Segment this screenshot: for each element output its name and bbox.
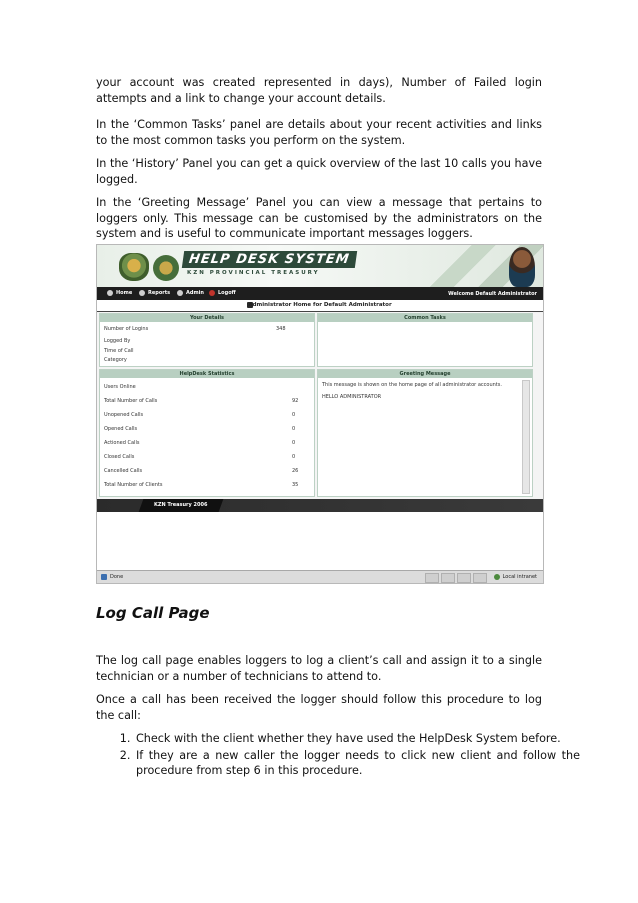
common-tasks-panel	[317, 313, 533, 367]
stat-value: 35	[292, 482, 299, 488]
home-icon	[107, 290, 113, 296]
province-emblem-icon	[153, 255, 179, 281]
status-cells	[425, 573, 487, 583]
nav-reports-label: Reports	[148, 290, 171, 296]
app-footer	[97, 499, 543, 512]
greeting-line: HELLO ADMINISTRATOR	[322, 394, 382, 400]
stat-label: Cancelled Calls	[104, 468, 143, 474]
admin-icon	[177, 290, 183, 296]
greeting-line: This message is shown on the home page of all administrator accounts.	[322, 382, 502, 388]
paragraph-log-call-intro: The log call page enables loggers to log a client’s call and assign it to a single technician or a number of technicians to attend to.	[96, 654, 542, 683]
detail-value: 348	[276, 326, 286, 332]
paragraph-procedure-intro: Once a call has been received the logger should follow this procedure to log the call:	[96, 693, 542, 722]
crest-logo-icon	[119, 253, 149, 281]
section-heading: Log Call Page	[96, 604, 210, 622]
nav-bar	[97, 287, 543, 300]
status-done	[101, 574, 123, 580]
footer-text: KZN Treasury 2006	[154, 502, 208, 508]
your-details-panel	[99, 313, 315, 367]
greeting-message-panel	[317, 369, 533, 497]
stat-label: Closed Calls	[104, 454, 135, 460]
paragraph-account-details: your account was created represented in days), Number of Failed login attempts and a link to change your account details.	[96, 76, 542, 105]
common-tasks-title: Common Tasks	[318, 314, 532, 322]
stat-label: Total Number of Clients	[104, 482, 163, 488]
stat-label: Actioned Calls	[104, 440, 140, 446]
stat-value: 0	[292, 440, 296, 446]
stat-value: 92	[292, 398, 299, 404]
app-logo-subtitle: KZN PROVINCIAL TREASURY	[187, 270, 320, 276]
stat-value: 0	[292, 412, 296, 418]
detail-label: Category	[104, 357, 127, 363]
reports-icon	[139, 290, 145, 296]
nav-logoff-label: Logoff	[218, 290, 236, 296]
helpdesk-screenshot	[96, 244, 544, 584]
nav-logoff[interactable]	[209, 290, 236, 296]
status-done-text: Done	[110, 574, 124, 580]
nav-reports[interactable]	[139, 290, 170, 296]
security-zone	[494, 574, 537, 580]
security-zone-text: Local intranet	[502, 574, 537, 580]
app-banner	[97, 245, 543, 287]
procedure-step: 2. If they are a new caller the logger needs to click new client and follow the procedure from step 6 in this procedure.	[134, 748, 580, 779]
procedure-step: 1. Check with the client whether they have used the HelpDesk System before.	[134, 731, 580, 747]
stat-label: Users Online	[104, 384, 136, 390]
stat-label: Unopened Calls	[104, 412, 144, 418]
welcome-text: Welcome Default Administrator	[448, 291, 537, 297]
page-icon	[101, 574, 107, 580]
logoff-icon	[209, 290, 215, 296]
footer-copyright	[139, 499, 224, 512]
stat-value: 0	[292, 454, 296, 460]
stat-value: 0	[292, 426, 296, 432]
page-subtitle-bar	[97, 300, 543, 312]
page-subtitle: Administrator Home for Default Administrator	[248, 302, 392, 308]
paragraph-common-tasks: In the ‘Common Tasks’ panel are details about your recent activities and links to the most common tasks you perform on the system.	[96, 118, 542, 147]
greeting-message-title: Greeting Message	[318, 370, 532, 378]
app-logo-title: HELP DESK SYSTEM	[182, 251, 357, 268]
browser-status-bar	[97, 570, 543, 584]
nav-admin[interactable]	[177, 290, 204, 296]
nav-home[interactable]	[107, 290, 132, 296]
your-details-title: Your Details	[100, 314, 314, 322]
greeting-scrollbar[interactable]	[522, 380, 530, 494]
detail-label: Number of Logins	[104, 326, 149, 332]
intranet-icon	[494, 574, 500, 580]
nav-admin-label: Admin	[186, 290, 204, 296]
nav-home-label: Home	[116, 290, 133, 296]
stat-label: Opened Calls	[104, 426, 138, 432]
paragraph-history: In the ‘History’ Panel you can get a quick overview of the last 10 calls you have logged.	[96, 157, 542, 186]
helpdesk-statistics-panel	[99, 369, 315, 497]
page-blank-area	[97, 512, 543, 570]
helpdesk-statistics-title: HelpDesk Statistics	[100, 370, 314, 378]
procedure-steps	[96, 731, 580, 780]
detail-label: Time of Call	[104, 348, 134, 354]
stat-label: Total Number of Calls	[104, 398, 158, 404]
stat-value: 26	[292, 468, 299, 474]
call-agent-image	[509, 247, 535, 287]
detail-label: Logged By	[104, 338, 131, 344]
paragraph-greeting: In the ‘Greeting Message’ Panel you can view a message that pertains to loggers only. This message can be customised by the administrators on the system and is useful to communicate important messages loggers.	[96, 196, 542, 240]
